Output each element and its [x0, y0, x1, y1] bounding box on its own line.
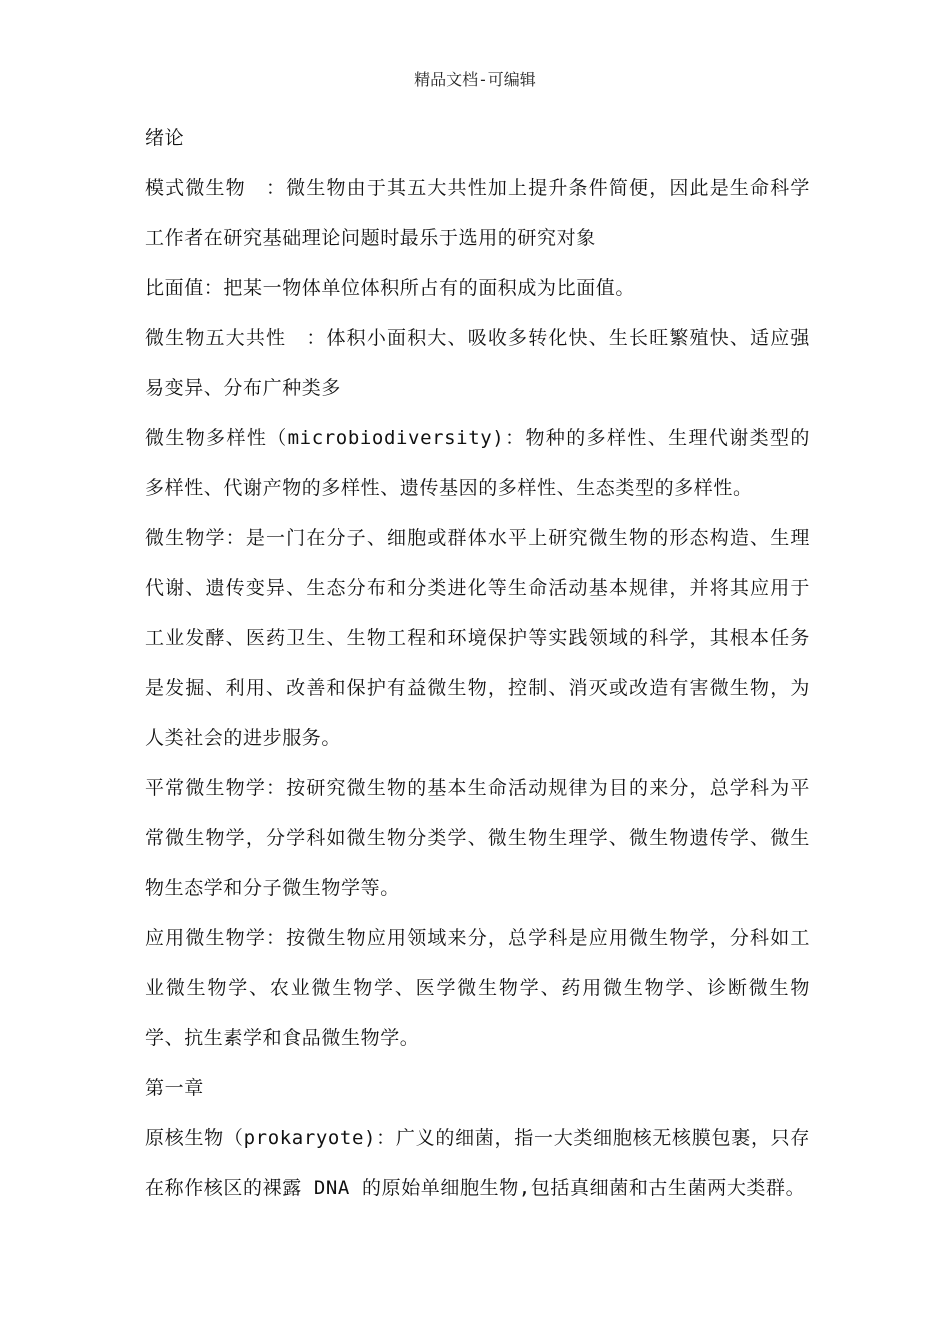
definition-five-commonalities: 微生物五大共性 ：体积小面积大、吸收多转化快、生长旺繁殖快、适应强易变异、分布广种类多: [145, 327, 810, 399]
section-heading-intro: 绪论: [145, 127, 185, 149]
document-body: [145, 113, 810, 1213]
definition-model-microbe: 模式微生物 ：微生物由于其五大共性加上提升条件简便，因此是生命科学工作者在研究基础理论问题时最乐于选用的研究对象: [145, 177, 810, 249]
definition-prokaryote: 原核生物（prokaryote)：广义的细菌，指一大类细胞核无核膜包裹，只存在称作核区的裸露 DNA 的原始单细胞生物,包括真细菌和古生菌两大类群。: [145, 1127, 810, 1199]
definition-microbial-diversity: 微生物多样性（microbiodiversity)：物种的多样性、生理代谢类型的多样性、代谢产物的多样性、遗传基因的多样性、生态类型的多样性。: [145, 427, 810, 499]
page-header: 精品文档-可编辑: [414, 70, 536, 89]
definition-specific-surface: 比面值：把某一物体单位体积所占有的面积成为比面值。: [145, 277, 636, 299]
definition-general-microbiology: 平常微生物学：按研究微生物的基本生命活动规律为目的来分，总学科为平常微生物学，分学科如微生物分类学、微生物生理学、微生物遗传学、微生物生态学和分子微生物学等。: [145, 777, 810, 899]
section-heading-chapter-one: 第一章: [145, 1077, 204, 1099]
definition-applied-microbiology: 应用微生物学：按微生物应用领域来分，总学科是应用微生物学，分科如工业微生物学、农业微生物学、医学微生物学、药用微生物学、诊断微生物学、抗生素学和食品微生物学。: [145, 927, 810, 1049]
definition-microbiology: 微生物学：是一门在分子、细胞或群体水平上研究微生物的形态构造、生理代谢、遗传变异、生态分布和分类进化等生命活动基本规律，并将其应用于工业发酵、医药卫生、生物工程和环境保护等实践领域的科学，其根本任务是发掘、利用、改善和保护有益微生物，控制、消灭或改造有害微生物，为人类社会的进步服务。: [145, 527, 810, 749]
